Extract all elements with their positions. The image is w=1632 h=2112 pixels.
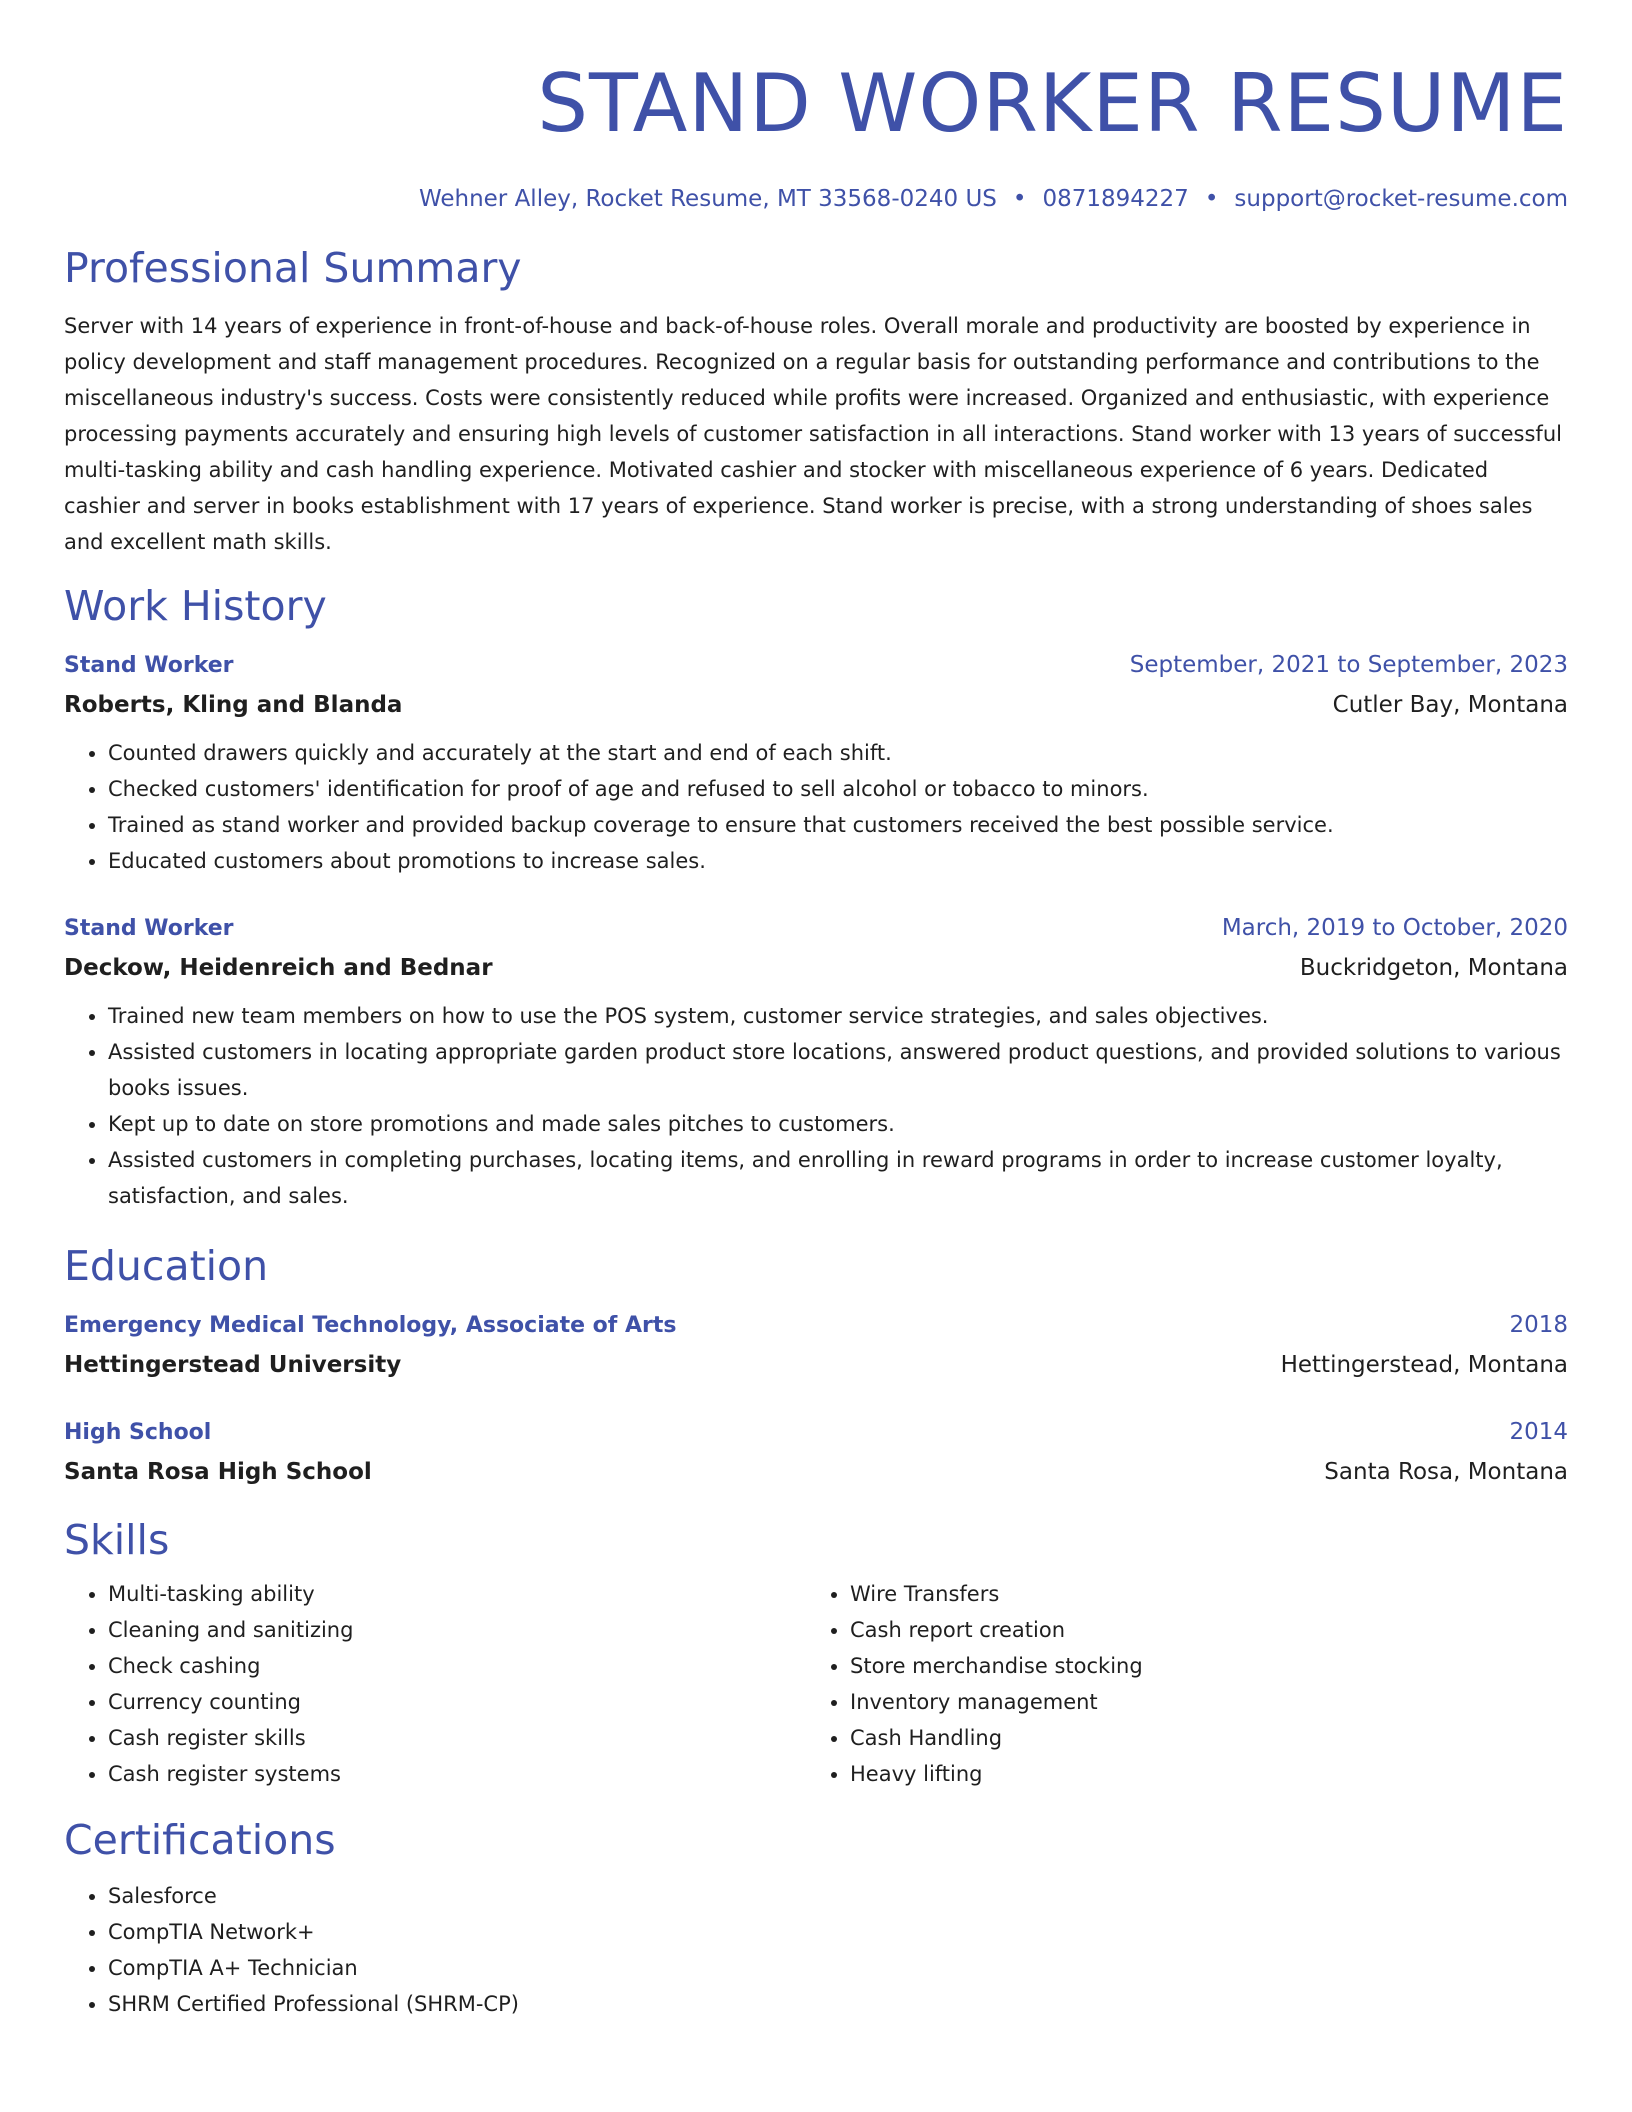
skill-item: • Multi-tasking ability: [108, 1576, 806, 1612]
skill-item: • Store merchandise stocking: [850, 1648, 1548, 1684]
education-year: 2014: [1509, 1419, 1568, 1445]
section-title-certifications: Certifications: [64, 1816, 336, 1864]
education-school-row: [64, 1345, 1568, 1385]
job-entry: [64, 646, 1568, 879]
skill-item: • Check cashing: [108, 1648, 806, 1684]
contact-phone: 0871894227: [1042, 186, 1189, 212]
contact-email: support@rocket-resume.com: [1234, 186, 1568, 212]
job-bullet: • Assisted customers in locating appropriate garden product store locations, answered product questions, and provided solutions to various books issues.: [108, 1034, 1568, 1106]
certification-item: • SHRM Certified Professional (SHRM-CP): [108, 1986, 1568, 2022]
certifications-list: [64, 1878, 1568, 2022]
certification-item: • Salesforce: [108, 1878, 1568, 1914]
skill-item: • Inventory management: [850, 1684, 1548, 1720]
skill-item: • Cash Handling: [850, 1720, 1548, 1756]
job-header-row: [64, 646, 1568, 685]
skills-list-left: [64, 1576, 806, 1792]
job-bullet: • Kept up to date on store promotions and made sales pitches to customers.: [108, 1106, 1568, 1142]
job-employer: Deckow, Heidenreich and Bednar: [64, 955, 493, 981]
section-title-education: Education: [64, 1242, 269, 1290]
job-bullet: • Trained new team members on how to use the POS system, customer service strategies, and sales objectives.: [108, 998, 1568, 1034]
education-entry: [64, 1306, 1568, 1385]
contact-separator: •: [1204, 186, 1219, 212]
education-school: Santa Rosa High School: [64, 1459, 372, 1485]
education-year: 2018: [1509, 1312, 1568, 1338]
job-dates: September, 2021 to September, 2023: [1129, 652, 1568, 678]
certification-item: • CompTIA Network+: [108, 1914, 1568, 1950]
contact-address: Wehner Alley, Rocket Resume, MT 33568-0240 US: [418, 186, 997, 212]
education-location: Santa Rosa, Montana: [1324, 1459, 1568, 1485]
education-degree: Emergency Medical Technology, Associate of Arts: [64, 1313, 677, 1338]
job-bullet: • Assisted customers in completing purchases, locating items, and enrolling in reward programs in order to increase customer loyalty, satisfaction, and sales.: [108, 1142, 1568, 1214]
skill-item: • Cleaning and sanitizing: [108, 1612, 806, 1648]
job-role: Stand Worker: [64, 653, 234, 678]
education-school: Hettingerstead University: [64, 1352, 402, 1378]
job-dates: March, 2019 to October, 2020: [1221, 915, 1568, 941]
contact-separator: •: [1012, 186, 1027, 212]
section-title-work-history: Work History: [64, 582, 327, 630]
job-role: Stand Worker: [64, 916, 234, 941]
summary-text: Server with 14 years of experience in front-of-house and back-of-house roles. Overall morale and productivity are boosted by experience in policy development and staff management procedures. Recognized on a regular basis for outstanding performance and contributions to the miscellaneous industry's success. Costs were consistently reduced while profits were increased. Organized and enthusiastic, with experience processing payments accurately and ensuring high levels of customer satisfaction in all interactions. Stand worker with 13 years of successful multi-tasking ability and cash handling experience. Motivated cashier and stocker with miscellaneous experience of 6 years. Dedicated cashier and server in books establishment with 17 years of experience. Stand worker is precise, with a strong understanding of shoes sales and excellent math skills.: [64, 314, 1562, 554]
education-header-row: [64, 1306, 1568, 1345]
job-bullets: [64, 998, 1568, 1214]
job-location: Cutler Bay, Montana: [1332, 692, 1568, 718]
education-header-row: [64, 1413, 1568, 1452]
job-employer-row: [64, 948, 1568, 988]
job-header-row: [64, 909, 1568, 948]
skill-item: • Cash register skills: [108, 1720, 806, 1756]
resume-page: [64, 0, 1568, 2022]
job-employer-row: [64, 685, 1568, 725]
job-bullet: • Counted drawers quickly and accurately at the start and end of each shift.: [108, 735, 1568, 771]
skill-item: • Heavy lifting: [850, 1756, 1548, 1792]
skill-item: • Cash register systems: [108, 1756, 806, 1792]
skills-columns: [64, 1576, 1568, 1792]
certification-item: • CompTIA A+ Technician: [108, 1950, 1568, 1986]
section-title-skills: Skills: [64, 1516, 170, 1564]
education-entry: [64, 1413, 1568, 1492]
education-location: Hettingerstead, Montana: [1280, 1352, 1568, 1378]
job-employer: Roberts, Kling and Blanda: [64, 692, 403, 718]
education-degree: High School: [64, 1420, 212, 1445]
job-entry: [64, 909, 1568, 1214]
job-bullet: • Educated customers about promotions to increase sales.: [108, 843, 1568, 879]
job-bullet: • Checked customers' identification for proof of age and refused to sell alcohol or tobacco to minors.: [108, 771, 1568, 807]
section-title-summary: Professional Summary: [64, 244, 522, 292]
contact-line: [64, 184, 1568, 214]
job-bullet: • Trained as stand worker and provided backup coverage to ensure that customers received the best possible service.: [108, 807, 1568, 843]
skill-item: • Currency counting: [108, 1684, 806, 1720]
job-location: Buckridgeton, Montana: [1299, 955, 1568, 981]
skill-item: • Wire Transfers: [850, 1576, 1548, 1612]
job-bullets: [64, 735, 1568, 879]
skill-item: • Cash report creation: [850, 1612, 1548, 1648]
resume-title: STAND WORKER RESUME: [537, 57, 1568, 150]
skills-list-right: [806, 1576, 1548, 1792]
education-school-row: [64, 1452, 1568, 1492]
